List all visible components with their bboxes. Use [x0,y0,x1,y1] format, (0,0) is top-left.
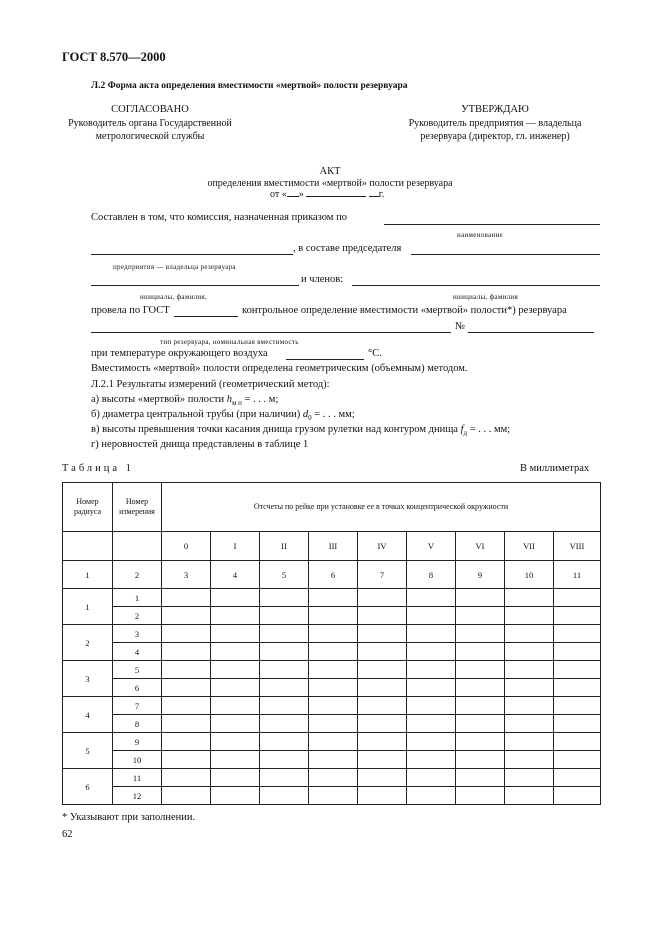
reading-cell[interactable] [456,607,505,625]
column-number: 1 [63,561,113,589]
reading-cell[interactable] [358,661,407,679]
reading-cell[interactable] [260,715,309,733]
column-number: 7 [358,561,407,589]
caption-initials-1: инициалы, фамилия, [140,293,208,301]
reading-cell[interactable] [309,661,358,679]
column-number: 10 [505,561,554,589]
point-label: I [211,532,260,561]
field-chairman[interactable] [411,254,600,255]
column-number: 11 [554,561,601,589]
reading-cell[interactable] [211,787,260,805]
point-label: 0 [162,532,211,561]
reading-cell[interactable] [358,679,407,697]
reading-cell[interactable] [407,751,456,769]
reading-cell[interactable] [456,769,505,787]
act-title: АКТ [319,166,341,177]
reading-cell[interactable] [407,661,456,679]
reading-cell[interactable] [162,769,211,787]
table-row [63,769,601,787]
reading-cell[interactable] [358,625,407,643]
measurement-number: 5 [113,661,162,679]
reading-cell[interactable] [162,607,211,625]
reading-cell[interactable] [505,625,554,643]
caption-enterprise: предприятия — владельца резервуара [113,263,236,271]
reading-cell[interactable] [260,607,309,625]
reading-cell[interactable] [260,733,309,751]
reading-cell[interactable] [407,715,456,733]
reading-cell[interactable] [456,715,505,733]
reading-cell[interactable] [456,733,505,751]
section-title: Л.2 Форма акта определения вместимости «мертвой» полости резервуара [91,81,408,91]
body-line-2: , в составе председателя [293,243,402,254]
reading-cell[interactable] [309,715,358,733]
footnote-divider [62,804,144,805]
reading-cell[interactable] [505,787,554,805]
reading-cell[interactable] [358,733,407,751]
column-number: 5 [260,561,309,589]
point-label: VIII [554,532,601,561]
field-members[interactable] [352,285,600,286]
reading-cell[interactable] [162,697,211,715]
reading-cell[interactable] [505,715,554,733]
header-measurement: Номер измерения [113,483,162,532]
reading-cell[interactable] [554,643,601,661]
act-date: от « » г. [270,189,385,200]
reading-cell[interactable] [358,769,407,787]
column-number: 9 [456,561,505,589]
reading-cell[interactable] [211,715,260,733]
body-line-5: № [455,321,466,332]
document-header: ГОСТ 8.570—2000 [62,50,166,64]
radius-number: 3 [63,661,113,697]
reading-cell[interactable] [505,697,554,715]
reading-cell[interactable] [407,625,456,643]
reading-cell[interactable] [554,787,601,805]
reading-cell[interactable] [162,661,211,679]
table-row [63,715,601,733]
reading-cell[interactable] [358,697,407,715]
reading-cell[interactable] [456,751,505,769]
reading-cell[interactable] [162,751,211,769]
reading-cell[interactable] [407,643,456,661]
approved-title: СОГЛАСОВАНО [111,104,189,115]
units-label: В миллиметрах [520,463,590,474]
reading-cell[interactable] [505,589,554,607]
radius-number: 4 [63,697,113,733]
reading-cell[interactable] [211,589,260,607]
body-line-11: в) высоты превышения точки касания днища грузом рулетки над контуром днища $f_д$ = . . . мм; [91,424,511,438]
measurement-table [62,482,601,805]
table-row [63,751,601,769]
radius-number: 2 [63,625,113,661]
reading-cell[interactable] [554,661,601,679]
reading-cell[interactable] [358,607,407,625]
reading-cell[interactable] [554,769,601,787]
table-row [63,625,601,643]
body-line-4b: контрольное определение вместимости «мертвой» полости*) резервуара [242,305,567,316]
reading-cell[interactable] [260,643,309,661]
reading-cell[interactable] [211,643,260,661]
reading-cell[interactable] [407,607,456,625]
reading-cell[interactable] [260,625,309,643]
reading-cell[interactable] [211,697,260,715]
table-row [63,661,601,679]
measurement-number: 4 [113,643,162,661]
measurement-number: 6 [113,679,162,697]
reading-cell[interactable] [309,769,358,787]
point-label: III [309,532,358,561]
confirm-title: УТВЕРЖДАЮ [461,104,529,115]
body-line-7: Вместимость «мертвой» полости определена геометрическим (объемным) методом. [91,363,468,374]
point-label: VI [456,532,505,561]
reading-cell[interactable] [211,679,260,697]
reading-cell[interactable] [456,643,505,661]
point-label: II [260,532,309,561]
body-line-3: и членов: [301,274,344,285]
reading-cell[interactable] [162,589,211,607]
measurement-number: 8 [113,715,162,733]
reading-cell[interactable] [358,787,407,805]
table-label: Таблица 1 [62,463,134,474]
reading-cell[interactable] [554,607,601,625]
reading-cell[interactable] [211,607,260,625]
radius-number: 6 [63,769,113,805]
reading-cell[interactable] [309,697,358,715]
column-number: 8 [407,561,456,589]
footnote: * Указывают при заполнении. [62,812,196,823]
table-row [63,589,601,607]
reading-cell[interactable] [162,715,211,733]
header-empty-radius [63,532,113,561]
radius-number: 1 [63,589,113,625]
point-label: V [407,532,456,561]
reading-cell[interactable] [505,607,554,625]
approved-line1: Руководитель органа Государственной [68,118,232,129]
field-enterprise[interactable] [91,254,293,255]
reading-cell[interactable] [309,625,358,643]
reading-cell[interactable] [260,751,309,769]
reading-cell[interactable] [554,625,601,643]
body-line-4a: провела по ГОСТ [91,305,170,316]
reading-cell[interactable] [505,643,554,661]
reading-cell[interactable] [407,679,456,697]
radius-number: 5 [63,733,113,769]
caption-name: наименование [457,231,503,239]
reading-cell[interactable] [162,679,211,697]
body-line-10: б) диаметра центральной трубы (при наличии) $d_0$ = . . . мм; [91,409,355,423]
measurement-number: 11 [113,769,162,787]
table-row [63,679,601,697]
reading-cell[interactable] [309,751,358,769]
reading-cell[interactable] [309,589,358,607]
reading-cell[interactable] [456,661,505,679]
reading-cell[interactable] [505,733,554,751]
reading-cell[interactable] [162,625,211,643]
body-line-9: а) высоты «мертвой» полости $h_{м п}$ = . . . м; [91,394,279,408]
reading-cell[interactable] [554,733,601,751]
reading-cell[interactable] [456,589,505,607]
field-tank-type[interactable] [91,332,451,333]
field-temperature[interactable] [286,359,364,360]
reading-cell[interactable] [162,787,211,805]
reading-cell[interactable] [407,769,456,787]
measurement-number: 7 [113,697,162,715]
page-number: 62 [62,829,73,840]
reading-cell[interactable] [211,733,260,751]
table-row [63,787,601,805]
reading-cell[interactable] [260,787,309,805]
reading-cell[interactable] [309,679,358,697]
measurement-number: 3 [113,625,162,643]
reading-cell[interactable] [358,751,407,769]
reading-cell[interactable] [554,751,601,769]
reading-cell[interactable] [162,643,211,661]
caption-initials-2: инициалы, фамилия [453,293,518,301]
measurement-number: 1 [113,589,162,607]
reading-cell[interactable] [309,733,358,751]
reading-cell[interactable] [505,661,554,679]
reading-cell[interactable] [260,661,309,679]
reading-cell[interactable] [554,715,601,733]
column-number: 4 [211,561,260,589]
header-empty-measure [113,532,162,561]
point-label: VII [505,532,554,561]
body-line-6b: °C. [368,348,382,359]
reading-cell[interactable] [456,679,505,697]
reading-cell[interactable] [162,733,211,751]
act-subtitle: определения вместимости «мертвой» полости резервуара [207,178,453,189]
measurement-number: 10 [113,751,162,769]
table-row [63,733,601,751]
reading-cell[interactable] [554,679,601,697]
reading-cell[interactable] [211,751,260,769]
reading-cell[interactable] [211,661,260,679]
reading-cell[interactable] [309,643,358,661]
point-label: IV [358,532,407,561]
confirm-line1: Руководитель предприятия — владельца [408,118,582,129]
reading-cell[interactable] [358,589,407,607]
reading-cell[interactable] [309,787,358,805]
reading-cell[interactable] [505,769,554,787]
reading-cell[interactable] [505,679,554,697]
reading-cell[interactable] [407,733,456,751]
reading-cell[interactable] [456,697,505,715]
reading-cell[interactable] [456,625,505,643]
reading-cell[interactable] [407,697,456,715]
reading-cell[interactable] [211,769,260,787]
measurement-number: 9 [113,733,162,751]
reading-cell[interactable] [309,607,358,625]
approved-line2: метрологической службы [95,131,205,142]
caption-tank-type: тип резервуара, номинальная вместимость [160,338,299,346]
reading-cell[interactable] [456,787,505,805]
reading-cell[interactable] [554,589,601,607]
reading-cell[interactable] [505,751,554,769]
reading-cell[interactable] [358,715,407,733]
column-number: 3 [162,561,211,589]
field-tank-number[interactable] [468,332,594,333]
reading-cell[interactable] [260,589,309,607]
field-gost[interactable] [174,316,238,317]
body-line-1: Составлен в том, что комиссия, назначенная приказом по [91,212,347,223]
table-row [63,697,601,715]
confirm-line2: резервуара (директор, гл. инженер) [420,131,570,142]
field-order-by[interactable] [384,224,600,225]
reading-cell[interactable] [554,697,601,715]
body-line-12: г) неровностей днища представлены в таблице 1 [91,439,309,450]
reading-cell[interactable] [407,589,456,607]
column-number: 2 [113,561,162,589]
measurement-number: 2 [113,607,162,625]
reading-cell[interactable] [260,769,309,787]
body-line-8: Л.2.1 Результаты измерений (геометрический метод): [91,379,330,390]
column-number: 6 [309,561,358,589]
reading-cell[interactable] [211,625,260,643]
field-chairman-name[interactable] [91,285,299,286]
table-row [63,643,601,661]
reading-cell[interactable] [358,643,407,661]
reading-cell[interactable] [260,679,309,697]
measurement-number: 12 [113,787,162,805]
body-line-6a: при температуре окружающего воздуха [91,348,268,359]
reading-cell[interactable] [260,697,309,715]
table-row [63,607,601,625]
header-readings: Отсчеты по рейке при установке ее в точках концентрической окружности [162,483,601,532]
header-radius: Номер радиуса [63,483,113,532]
reading-cell[interactable] [407,787,456,805]
table-body [63,589,601,805]
